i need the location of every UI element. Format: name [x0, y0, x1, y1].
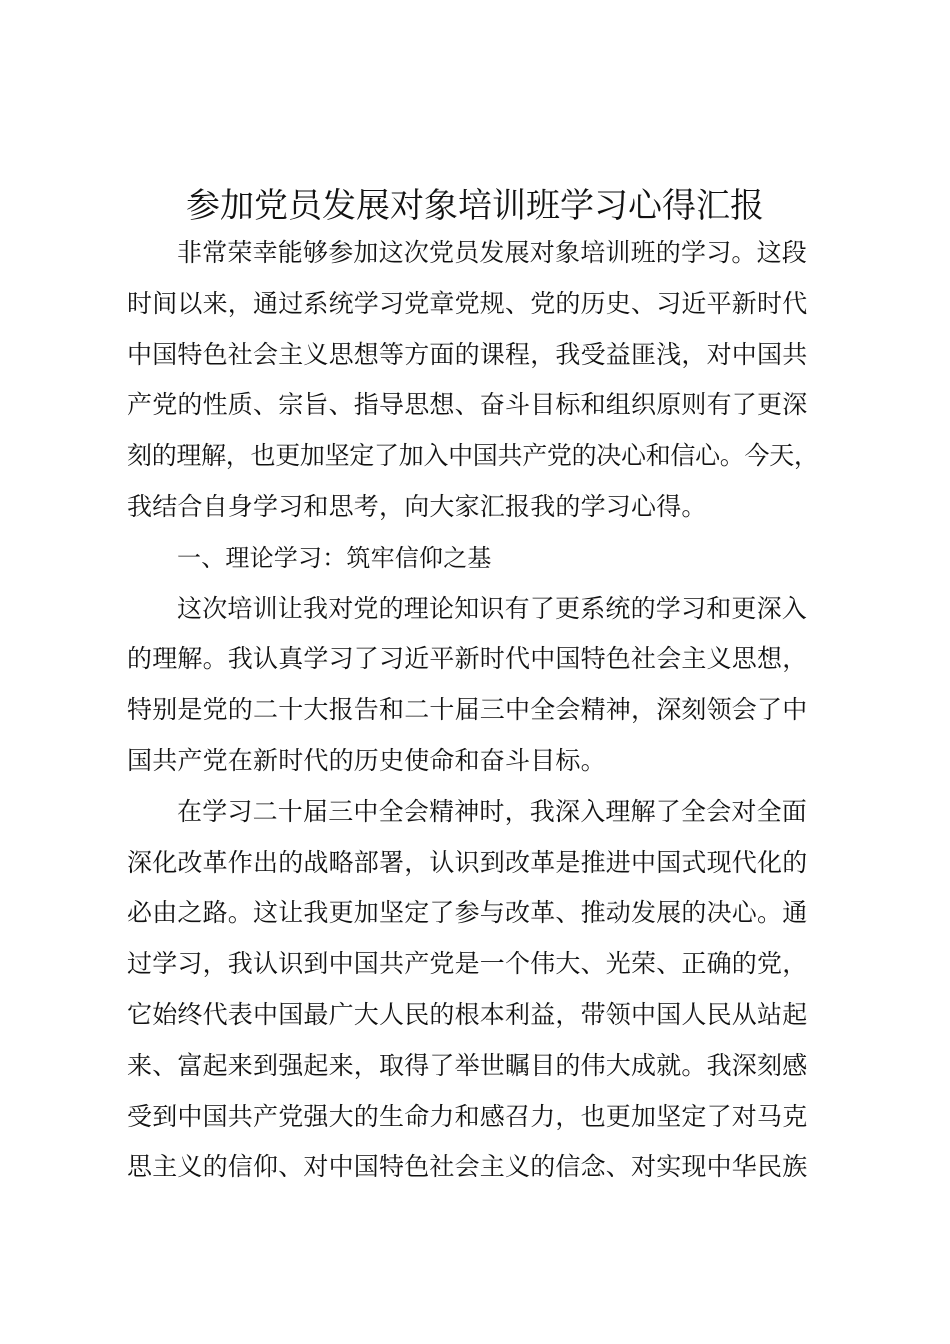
text-line: 时间以来，通过系统学习党章党规、党的历史、习近平新时代	[127, 288, 808, 318]
text-line: 我结合自身学习和思考，向大家汇报我的学习心得。	[127, 491, 707, 521]
text-line: 必由之路。这让我更加坚定了参与改革、推动发展的决心。通	[127, 898, 808, 928]
section-heading-text: 一、理论学习：筑牢信仰之基	[177, 543, 492, 572]
text-line: 过学习，我认识到中国共产党是一个伟大、光荣、正确的党，	[127, 949, 808, 979]
text-line: 深化改革作出的战略部署，认识到改革是推进中国式现代化的	[127, 847, 808, 877]
document-body	[127, 228, 847, 1193]
reform-paragraph	[127, 787, 847, 1193]
text-line: 中国特色社会主义思想等方面的课程，我受益匪浅，对中国共	[127, 339, 808, 369]
text-line: 特别是党的二十大报告和二十届三中全会精神，深刻领会了中	[127, 695, 808, 725]
text-line: 它始终代表中国最广大人民的根本利益，带领中国人民从站起	[127, 999, 808, 1029]
intro-paragraph	[127, 228, 847, 533]
text-line: 产党的性质、宗旨、指导思想、奋斗目标和组织原则有了更深	[127, 390, 808, 420]
text-line: 思主义的信仰、对中国特色社会主义的信念、对实现中华民族	[127, 1152, 808, 1182]
text-line: 非常荣幸能够参加这次党员发展对象培训班的学习。这段	[177, 238, 808, 267]
text-line: 在学习二十届三中全会精神时，我深入理解了全会对全面	[177, 796, 808, 826]
theory-paragraph	[127, 584, 847, 787]
text-line: 的理解。我认真学习了习近平新时代中国特色社会主义思想，	[127, 644, 808, 674]
text-line: 国共产党在新时代的历史使命和奋斗目标。	[127, 745, 606, 775]
text-line: 刻的理解，也更加坚定了加入中国共产党的决心和信心。今天，	[127, 441, 819, 471]
document-title: 参加党员发展对象培训班学习心得汇报	[186, 186, 764, 226]
text-line: 受到中国共产党强大的生命力和感召力，也更加坚定了对马克	[127, 1101, 808, 1131]
section-heading	[127, 533, 847, 584]
text-line: 来、富起来到强起来，取得了举世瞩目的伟大成就。我深刻感	[127, 1050, 808, 1080]
text-line: 这次培训让我对党的理论知识有了更系统的学习和更深入	[177, 593, 808, 623]
